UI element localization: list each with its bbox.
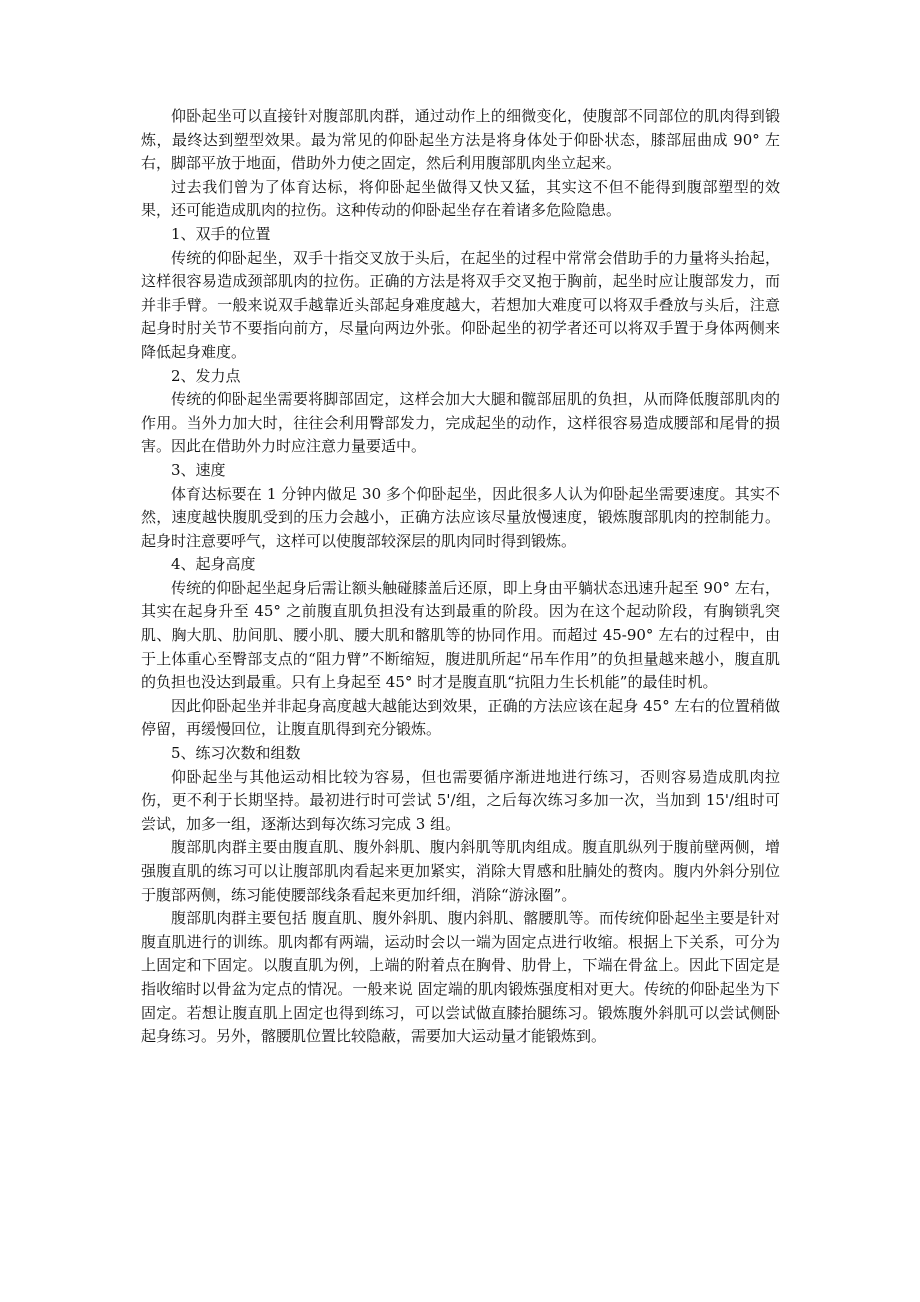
section-heading-reps: 5、练习次数和组数: [171, 744, 301, 763]
paragraph-hands: 传统的仰卧起坐，双手十指交叉放于头后，在起坐的过程中常常会借助手的力量将头抬起，这样很容易造成颈部肌肉的拉伤。正确的方法是将双手交叉抱于胸前，起坐时应让腹部发力，而并非手臂。一般来说双手越靠近头部起身难度越大，若想加大难度可以将双手叠放与头后，注意起身时肘关节不要指向前方，尽量向两边外张。仰卧起坐的初学者还可以将双手置于身体两侧来降低起身难度。: [141, 248, 780, 361]
section-heading-force: 2、发力点: [171, 366, 241, 385]
paragraph-muscle-details: 腹部肌肉群主要包括 腹直肌、腹外斜肌、腹内斜肌、髂腰肌等。而传统仰卧起坐主要是针对腹直肌进行的训练。肌肉都有两端，运动时会以一端为固定点进行收缩。根据上下关系，可分为上固定和下固定。以腹直肌为例，上端的附着点在胸骨、肋骨上，下端在骨盆上。因此下固定是指收缩时以骨盆为定点的情况。一般来说 固定端的肌肉锻炼强度相对更大。传统的仰卧起坐为下固定。若想让腹直肌上固定也得到练习，可以尝试做直膝抬腿练习。锻炼腹外斜肌可以尝试侧卧起身练习。另外，髂腰肌位置比较隐蔽，需要加大运动量才能锻炼到。: [141, 909, 780, 1046]
section-heading-height: 4、起身高度: [171, 555, 256, 574]
paragraph-intro: 仰卧起坐可以直接针对腹部肌肉群，通过动作上的细微变化，使腹部不同部位的肌肉得到锻炼，最终达到塑型效果。最为常见的仰卧起坐方法是将身体处于仰卧状态，膝部屈曲成 90° 左右，脚部平放于地面，借助外力使之固定，然后利用腹部肌肉坐立起来。: [141, 107, 780, 173]
paragraph-height: 传统的仰卧起坐起身后需让额头触碰膝盖后还原，即上身由平躺状态迅速升起至 90° 左右，其实在起身升至 45° 之前腹直肌负担没有达到最重的阶段。因为在这个起动阶段，有胸锁乳突肌、胸大肌、肋间肌、腰小肌、腰大肌和髂肌等的协同作用。而超过 45-90° 左右的过程中，由于上体重心至臀部支点的“阻力臂”不断缩短，腹进肌所起“吊车作用”的负担量越来越小，腹直肌的负担也没达到最重。只有上身起至 45° 时才是腹直肌“抗阻力生长机能”的最佳时机。: [141, 578, 780, 692]
document-body: [141, 105, 780, 1049]
section-heading-speed: 3、速度: [171, 460, 226, 479]
paragraph-muscle-groups: 腹部肌肉群主要由腹直肌、腹外斜肌、腹内斜肌等肌肉组成。腹直肌纵列于腹前壁两侧，增强腹直肌的练习可以让腹部肌肉看起来更加紧实，消除大胃感和肚腩处的赘肉。腹内外斜分别位于腹部两侧，练习能使腰部线条看起来更加纤细，消除“游泳圈”。: [141, 838, 780, 904]
paragraph-force: 传统的仰卧起坐需要将脚部固定，这样会加大大腿和髋部屈肌的负担，从而降低腹部肌肉的作用。当外力加大时，往往会利用臀部发力，完成起坐的动作，这样很容易造成腰部和尾骨的损害。因此在借助外力时应注意力量要适中。: [141, 390, 780, 456]
paragraph-reps: 仰卧起坐与其他运动相比较为容易，但也需要循序渐进地进行练习，否则容易造成肌肉拉伤，更不利于长期坚持。最初进行时可尝试 5'/组，之后每次练习多加一次，当加到 15'/组时可尝试，加多一组，逐渐达到每次练习完成 3 组。: [141, 767, 780, 833]
paragraph-height-conclusion: 因此仰卧起坐并非起身高度越大越能达到效果，正确的方法应该在起身 45° 左右的位置稍做停留，再缓慢回位，让腹直肌得到充分锻炼。: [141, 696, 780, 739]
paragraph-risks: 过去我们曾为了体育达标，将仰卧起坐做得又快又猛，其实这不但不能得到腹部塑型的效果，还可能造成肌肉的拉伤。这种传动的仰卧起坐存在着诸多危险隐患。: [141, 177, 780, 220]
section-heading-hands: 1、双手的位置: [171, 224, 271, 243]
paragraph-speed: 体育达标要在 1 分钟内做足 30 多个仰卧起坐，因此很多人认为仰卧起坐需要速度。其实不然，速度越快腹肌受到的压力会越小，正确方法应该尽量放慢速度，锻炼腹部肌肉的控制能力。起身时注意要呼气，这样可以使腹部较深层的肌肉同时得到锻炼。: [141, 484, 780, 550]
